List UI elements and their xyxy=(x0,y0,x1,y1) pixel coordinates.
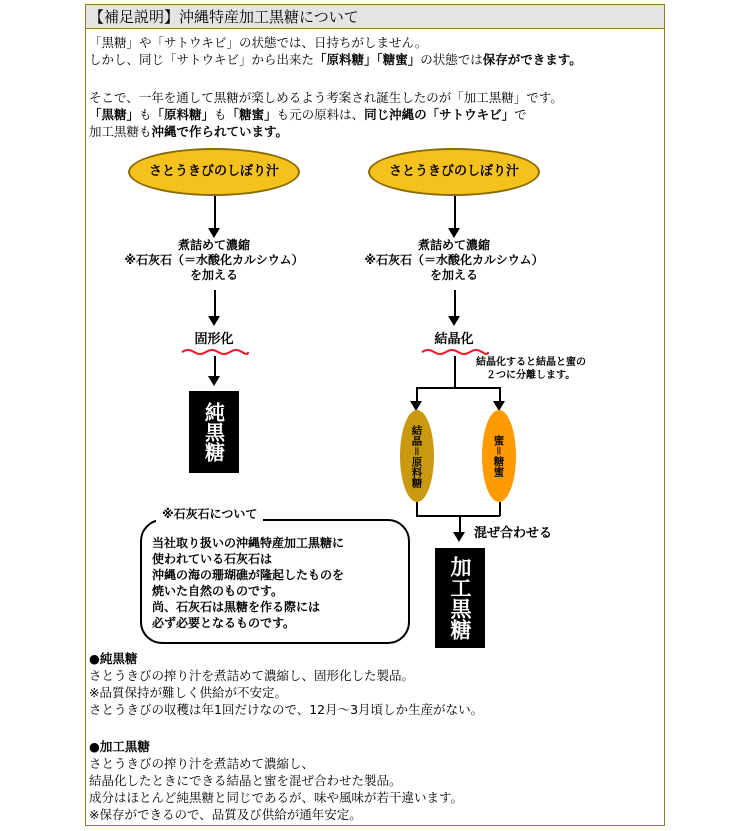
limestone-note-line-1: 当社取り扱いの沖縄特産加工黒糖に xyxy=(152,536,345,550)
right-arrow-2-icon xyxy=(448,316,460,326)
limestone-note-line-3: 沖縄の海の珊瑚礁が隆起したものを xyxy=(152,568,345,582)
left-process-label: 固形化 xyxy=(194,332,234,347)
kako-line-2: 結晶化したときにできる結晶と蜜を混ぜ合わせた製品。 xyxy=(89,773,402,788)
jun-title: ●純黒糖 xyxy=(89,651,138,666)
jun-line-2: ※品質保持が難しく供給が不安定。 xyxy=(89,685,287,700)
left-step-1: 煮詰めて濃縮 xyxy=(177,238,250,252)
left-connector-3 xyxy=(214,356,216,378)
intro-line-5-b: も xyxy=(139,124,152,139)
right-wavy-underline xyxy=(420,347,490,355)
intro-line-5-c: 沖縄で作られています。 xyxy=(151,124,289,139)
intro-line-3: そこで、一年を通して黒糖が楽しめるよう考案され誕生したのが「加工黒糖」です。 xyxy=(89,90,563,105)
right-result-box: 加工黒糖 xyxy=(435,548,485,648)
right-split-right-drop xyxy=(499,387,501,402)
right-step-1: 煮詰めて濃縮 xyxy=(417,238,490,252)
intro-line-4-h: で xyxy=(514,107,527,122)
right-connector-2 xyxy=(454,290,456,318)
right-step-3: を加える xyxy=(429,268,478,282)
right-process-label: 結晶化 xyxy=(434,332,474,347)
intro-line-2-b: 「原料糖」「糖蜜」 xyxy=(314,52,421,67)
intro-line-5 xyxy=(89,123,288,140)
intro-line-4-d: も xyxy=(214,107,227,122)
right-arrow-1-icon xyxy=(448,228,460,238)
right-split-note-2: ２つに分離します。 xyxy=(486,370,576,381)
intro-line-4-f: も元の原料は、 xyxy=(276,107,365,122)
intro-line-4-c: 「原料糖」 xyxy=(151,107,215,122)
kako-line-1: さとうきびの搾り汁を煮詰めて濃縮し、 xyxy=(89,756,315,771)
limestone-note-body xyxy=(152,535,344,631)
intro-line-4-g: 同じ沖縄の「サトウキビ」 xyxy=(364,107,515,122)
intro-line-2 xyxy=(89,51,582,68)
intro-line-4 xyxy=(89,106,527,123)
left-juice-oval: さとうきびのしぼり汁 xyxy=(128,148,300,196)
right-merge-arrow-icon xyxy=(453,532,465,542)
right-split-note-1: 結晶化すると結晶と蜜の xyxy=(476,357,586,368)
right-split-line xyxy=(416,387,500,389)
kako-line-4: ※保存ができるので、品質及び供給が通年安定。 xyxy=(89,807,362,822)
left-arrow-2-icon xyxy=(208,316,220,326)
right-mix-label: 混ぜ合わせる xyxy=(474,526,553,541)
right-split-left-drop xyxy=(416,387,418,402)
right-connector-1 xyxy=(454,196,456,230)
limestone-note-line-6: 必ず必要となるものです。 xyxy=(152,616,296,630)
intro-line-2-d: 保存ができます。 xyxy=(482,52,582,67)
intro-line-2-a: しかし、同じ「サトウキビ」から出来た xyxy=(89,52,315,67)
limestone-note-line-2: 使われている石灰石は xyxy=(152,552,273,566)
right-merge-left-rise xyxy=(416,502,418,516)
right-merge-right-rise xyxy=(499,502,501,516)
left-step-3: を加える xyxy=(189,268,238,282)
right-merge-drop xyxy=(459,515,461,533)
limestone-note-line-4: 焼いた自然のものです。 xyxy=(152,584,284,598)
left-arrow-3-icon xyxy=(208,376,220,386)
left-step-2: ※石灰石（＝水酸化カルシウム） xyxy=(124,253,304,267)
left-connector-1 xyxy=(214,196,216,230)
intro-line-1: 「黒糖」や「サトウキビ」の状態では、日持ちがしません。 xyxy=(89,35,428,50)
crystal-pill: 結晶＝原料糖 xyxy=(400,410,434,502)
panel-title: 【補足説明】沖縄特産加工黒糖について xyxy=(86,5,664,29)
kako-line-3: 成分はほとんど純黒糖と同じであるが、味や風味が若干違います。 xyxy=(89,790,464,805)
info-panel xyxy=(85,4,665,826)
left-arrow-1-icon xyxy=(208,228,220,238)
left-wavy-underline xyxy=(180,347,250,355)
right-merge-line xyxy=(416,515,500,517)
right-connector-3 xyxy=(454,356,456,388)
intro-line-2-c: の状態では xyxy=(420,52,483,67)
process-diagram xyxy=(86,148,664,648)
left-result-box: 純黒糖 xyxy=(189,391,239,473)
jun-line-1: さとうきびの搾り汁を煮詰めて濃縮し、固形化した製品。 xyxy=(89,668,415,683)
left-connector-2 xyxy=(214,290,216,318)
intro-line-4-e: 「糖蜜」 xyxy=(226,107,277,122)
jun-line-3: さとうきびの収穫は年1回だけなので、12月～3月頃しか生産がない。 xyxy=(89,702,484,717)
intro-line-4-b: も xyxy=(139,107,152,122)
intro-line-4-a: 「黒糖」 xyxy=(89,107,140,122)
molasses-pill: 蜜＝糖蜜 xyxy=(482,410,516,502)
intro-line-5-a: 加工黒糖 xyxy=(89,124,140,139)
kako-title: ●加工黒糖 xyxy=(89,739,150,754)
limestone-note-line-5: 尚、石灰石は黒糖を作る際には xyxy=(152,600,321,614)
limestone-note-title: ※石灰石について xyxy=(156,505,263,522)
right-juice-oval: さとうきびのしぼり汁 xyxy=(368,148,540,196)
right-step-2: ※石灰石（＝水酸化カルシウム） xyxy=(364,253,544,267)
